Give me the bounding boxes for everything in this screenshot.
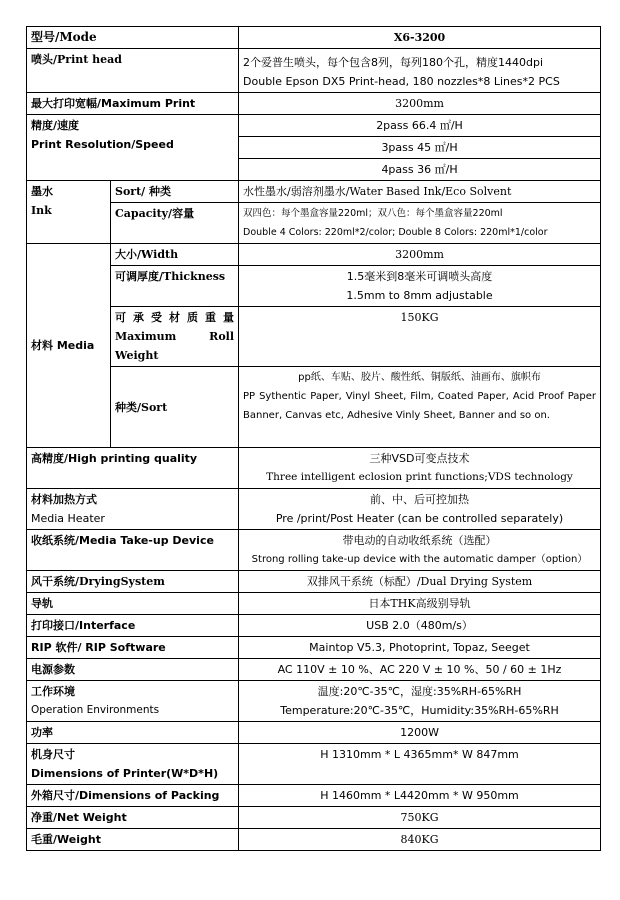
power-params-value: AC 110V ± 10 %、AC 220 V ± 10 %、50 / 60 ± 1Hz xyxy=(239,659,601,681)
precision-value-3pass: 3pass 45 ㎡/H xyxy=(239,137,601,159)
media-thickness-value xyxy=(239,266,601,307)
drying-value: 双排风干系统（标配）/Dual Drying System xyxy=(239,571,601,593)
max-print-label: 最大打印宽幅/Maximum Print xyxy=(27,93,239,115)
drying-label: 风干系统/DryingSystem xyxy=(27,571,239,593)
row-heater xyxy=(27,489,601,530)
takeup-label: 收纸系统/Media Take-up Device xyxy=(27,530,239,571)
environment-value xyxy=(239,681,601,722)
environment-value-cn: 温度:20℃-35℃，湿度:35%RH-65%RH xyxy=(317,685,522,698)
row-precision-1 xyxy=(27,115,601,137)
row-media-width xyxy=(27,244,601,266)
row-model xyxy=(27,27,601,49)
media-weight-label: 可承受材质重量 Maximum Roll Weight xyxy=(111,307,239,367)
ink-label-cn: 墨水 xyxy=(31,185,53,198)
row-environment xyxy=(27,681,601,722)
rip-value: Maintop V5.3, Photoprint, Topaz, Seeget xyxy=(239,637,601,659)
takeup-value-cn: 带电动的自动收纸系统（选配） xyxy=(342,534,497,547)
row-max-print xyxy=(27,93,601,115)
package-value: H 1460mm * L4420mm * W 950mm xyxy=(239,785,601,807)
media-weight-value: 150KG xyxy=(239,307,601,367)
precision-label-en: Print Resolution/Speed xyxy=(31,138,174,151)
environment-label-en: Operation Environments xyxy=(31,704,160,716)
heater-label-en: Media Heater xyxy=(31,512,105,525)
media-thickness-value-cn: 1.5毫米到8毫米可调喷头高度 xyxy=(346,270,493,283)
media-thickness-value-en: 1.5mm to 8mm adjustable xyxy=(346,289,493,302)
power-params-label: 电源参数 xyxy=(27,659,239,681)
media-label: 材料 Media xyxy=(27,244,111,448)
dimensions-label-en: Dimensions of Printer(W*D*H) xyxy=(31,767,219,780)
precision-label-cn: 精度/速度 xyxy=(31,119,80,132)
net-weight-label: 净重/Net Weight xyxy=(27,807,239,829)
ink-capacity-label: Capacity/容量 xyxy=(111,203,239,244)
guide-value: 日本THK高级别导轨 xyxy=(239,593,601,615)
row-power-params xyxy=(27,659,601,681)
gross-weight-value: 840KG xyxy=(239,829,601,851)
media-sort-label: 种类/Sort xyxy=(111,367,239,448)
precision-value-4pass: 4pass 36 ㎡/H xyxy=(239,159,601,181)
power-label: 功率 xyxy=(27,722,239,744)
row-guide xyxy=(27,593,601,615)
rip-label: RIP 软件/ RIP Software xyxy=(27,637,239,659)
guide-label: 导轨 xyxy=(27,593,239,615)
row-high-quality xyxy=(27,448,601,489)
media-thickness-label: 可调厚度/Thickness xyxy=(111,266,239,307)
ink-label-en: Ink xyxy=(31,204,52,217)
media-sort-value-en: PP Sythentic Paper, Vinyl Sheet, Film, Coated Paper, Acid Proof Paper Banner, Canvas etc, Adhesive Vinly Sheet, Banner and so on. xyxy=(243,391,597,421)
row-takeup xyxy=(27,530,601,571)
max-print-value: 3200mm xyxy=(239,93,601,115)
ink-capacity-value-cn: 双四色：每个墨盒容量220ml；双八色：每个墨盒容量220ml xyxy=(243,208,503,219)
ink-sort-value: 水性墨水/弱溶剂墨水/Water Based Ink/Eco Solvent xyxy=(239,181,601,203)
heater-value-cn: 前、中、后可控加热 xyxy=(370,493,470,506)
net-weight-value: 750KG xyxy=(239,807,601,829)
high-quality-value xyxy=(239,448,601,489)
row-print-head xyxy=(27,49,601,93)
row-ink-capacity xyxy=(27,203,601,244)
row-package xyxy=(27,785,601,807)
row-net-weight xyxy=(27,807,601,829)
print-head-value-en: Double Epson DX5 Print-head, 180 nozzles*8 Lines*2 PCS xyxy=(243,75,560,88)
ink-sort-label: Sort/ 种类 xyxy=(111,181,239,203)
row-power xyxy=(27,722,601,744)
precision-value-2pass: 2pass 66.4 ㎡/H xyxy=(239,115,601,137)
row-interface xyxy=(27,615,601,637)
heater-value xyxy=(239,489,601,530)
takeup-value-en: Strong rolling take-up device with the automatic damper（option） xyxy=(251,554,588,565)
dimensions-label xyxy=(27,744,239,785)
print-head-value xyxy=(239,49,601,93)
media-sort-value xyxy=(239,367,601,448)
row-gross-weight xyxy=(27,829,601,851)
media-width-value: 3200mm xyxy=(239,244,601,266)
environment-label-cn: 工作环境 xyxy=(31,685,75,698)
dimensions-value: H 1310mm * L 4365mm* W 847mm xyxy=(239,744,601,785)
row-media-sort xyxy=(27,367,601,448)
heater-label-cn: 材料加热方式 xyxy=(31,493,97,506)
ink-capacity-value xyxy=(239,203,601,244)
dimensions-label-cn: 机身尺寸 xyxy=(31,748,75,761)
row-rip xyxy=(27,637,601,659)
row-drying xyxy=(27,571,601,593)
ink-label xyxy=(27,181,111,244)
package-label: 外箱尺寸/Dimensions of Packing xyxy=(27,785,239,807)
high-quality-label: 高精度/High printing quality xyxy=(27,448,239,489)
takeup-value xyxy=(239,530,601,571)
environment-label xyxy=(27,681,239,722)
precision-label xyxy=(27,115,239,181)
environment-value-en: Temperature:20℃-35℃，Humidity:35%RH-65%RH xyxy=(280,704,559,717)
ink-capacity-value-en: Double 4 Colors: 220ml*2/color; Double 8 Colors: 220ml*1/color xyxy=(243,227,548,238)
gross-weight-label: 毛重/Weight xyxy=(27,829,239,851)
power-value: 1200W xyxy=(239,722,601,744)
model-value: X6-3200 xyxy=(239,27,601,49)
print-head-label: 喷头/Print head xyxy=(27,49,239,93)
row-media-thickness xyxy=(27,266,601,307)
model-label: 型号/Mode xyxy=(27,27,239,49)
interface-value: USB 2.0（480m/s） xyxy=(239,615,601,637)
media-width-label: 大小/Width xyxy=(111,244,239,266)
row-ink-sort xyxy=(27,181,601,203)
print-head-value-cn: 2个爱普生喷头，每个包含8列，每列180个孔，精度1440dpi xyxy=(243,56,544,69)
heater-value-en: Pre /print/Post Heater (can be controlled separately) xyxy=(275,512,564,525)
spec-table xyxy=(26,26,601,851)
high-quality-value-en: Three intelligent eclosion print functions;VDS technology xyxy=(266,471,573,483)
row-media-weight xyxy=(27,307,601,367)
row-dimensions xyxy=(27,744,601,785)
media-sort-value-cn: pp纸、车贴、胶片、酸性纸、铜版纸、油画布、旗帜布 xyxy=(298,372,541,383)
high-quality-value-cn: 三种VSD可变点技术 xyxy=(369,452,470,465)
heater-label xyxy=(27,489,239,530)
interface-label: 打印接口/Interface xyxy=(27,615,239,637)
